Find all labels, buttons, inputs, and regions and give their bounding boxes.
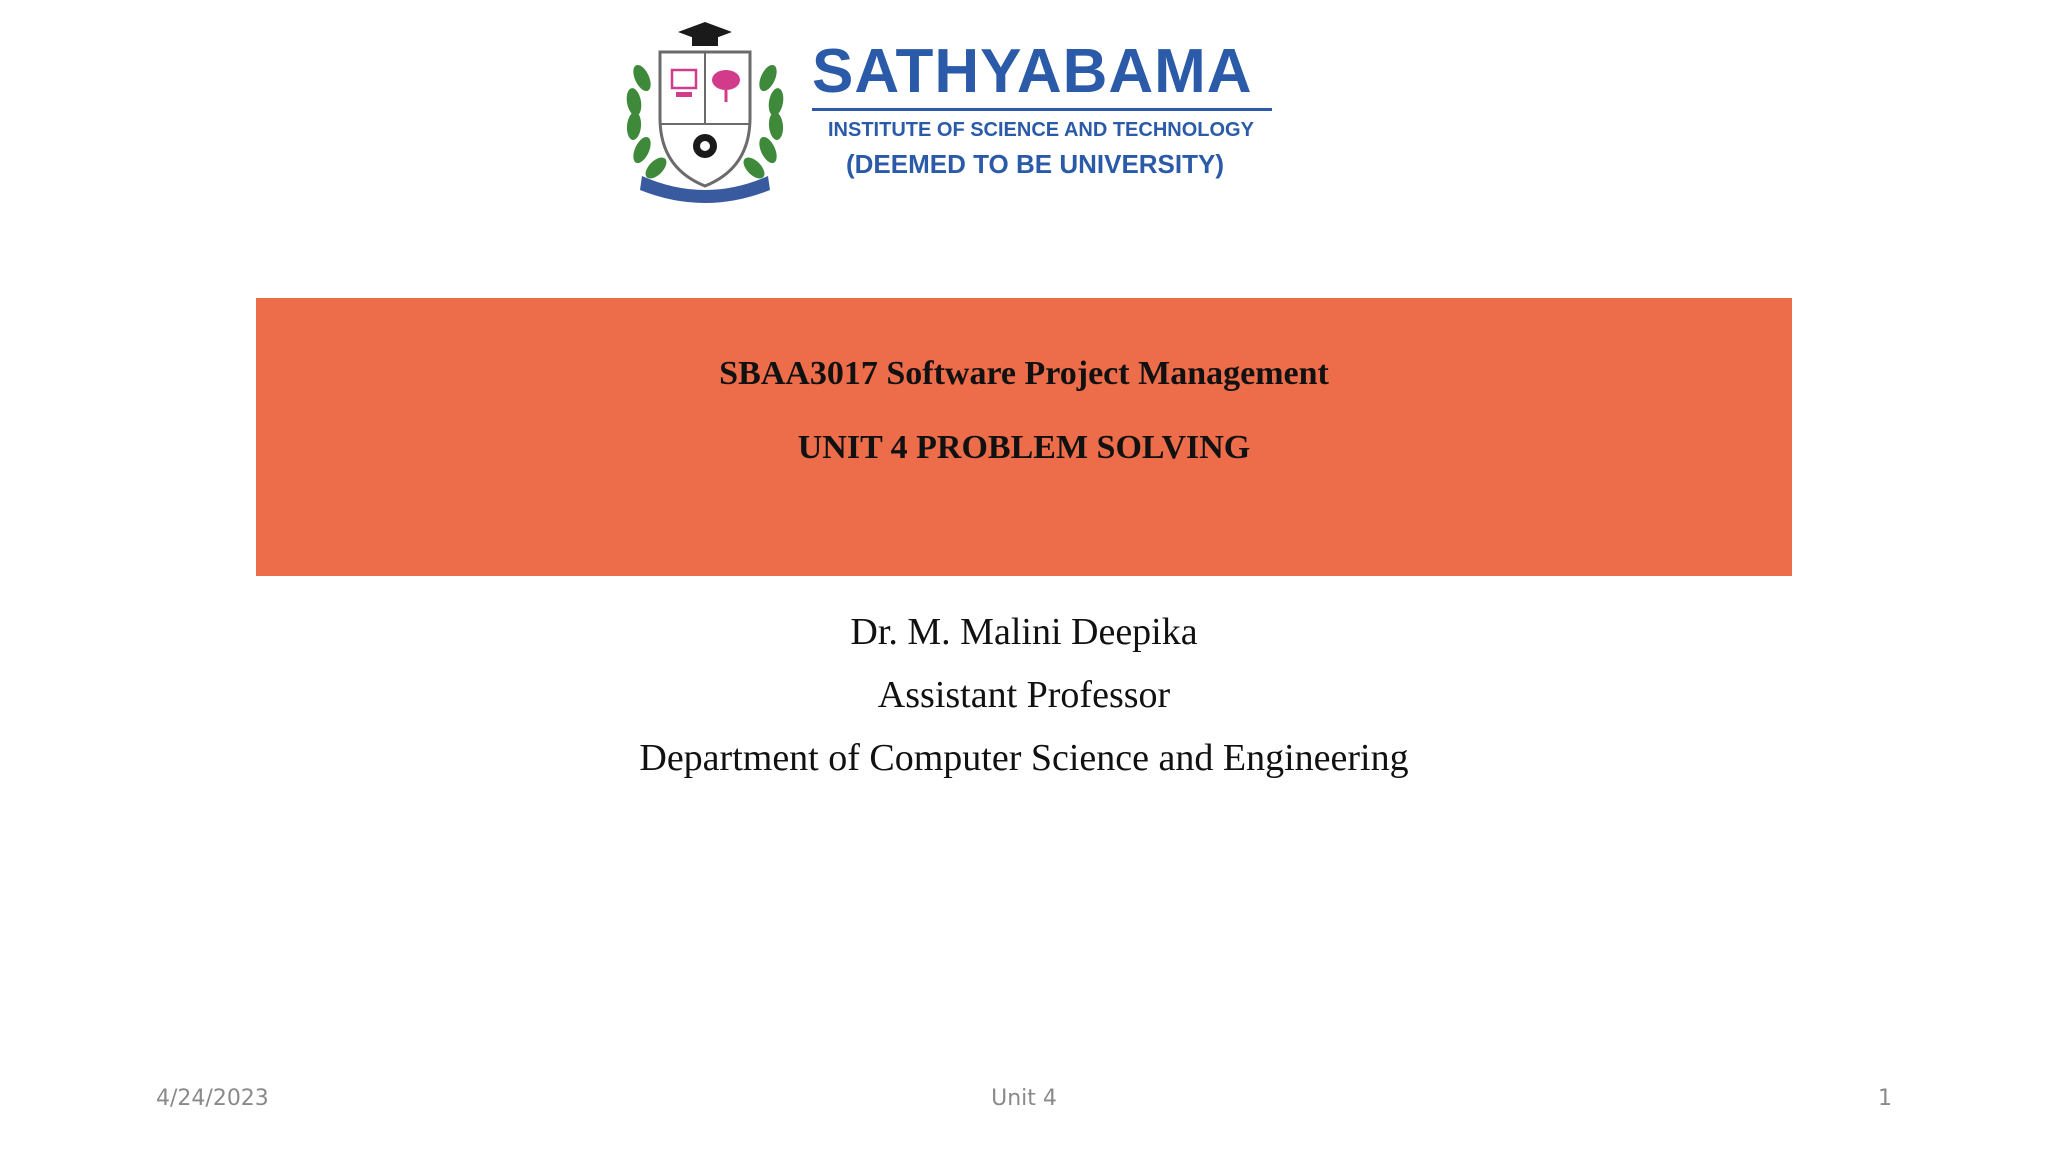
author-name: Dr. M. Malini Deepika: [850, 611, 1198, 653]
title-banner: [256, 298, 1792, 576]
unit-title: UNIT 4 PROBLEM SOLVING: [797, 429, 1251, 466]
institution-subtitle: INSTITUTE OF SCIENCE AND TECHNOLOGY: [828, 119, 1254, 141]
institution-tagline: (DEEMED TO BE UNIVERSITY): [846, 149, 1225, 179]
footer-center-text: Unit 4: [991, 1086, 1057, 1111]
logo-divider: [812, 108, 1272, 111]
crest-icon: [620, 18, 790, 214]
author-department: Department of Computer Science and Engineering: [639, 737, 1409, 779]
slide-number: 1: [1878, 1086, 1892, 1111]
course-title: SBAA3017 Software Project Management: [719, 355, 1329, 392]
logo-wordmark: [812, 37, 1282, 181]
footer-date: 4/24/2023: [156, 1086, 269, 1111]
institution-logo: [620, 18, 1280, 214]
author-role: Assistant Professor: [877, 674, 1171, 716]
institution-name: SATHYABAMA: [812, 37, 1253, 106]
